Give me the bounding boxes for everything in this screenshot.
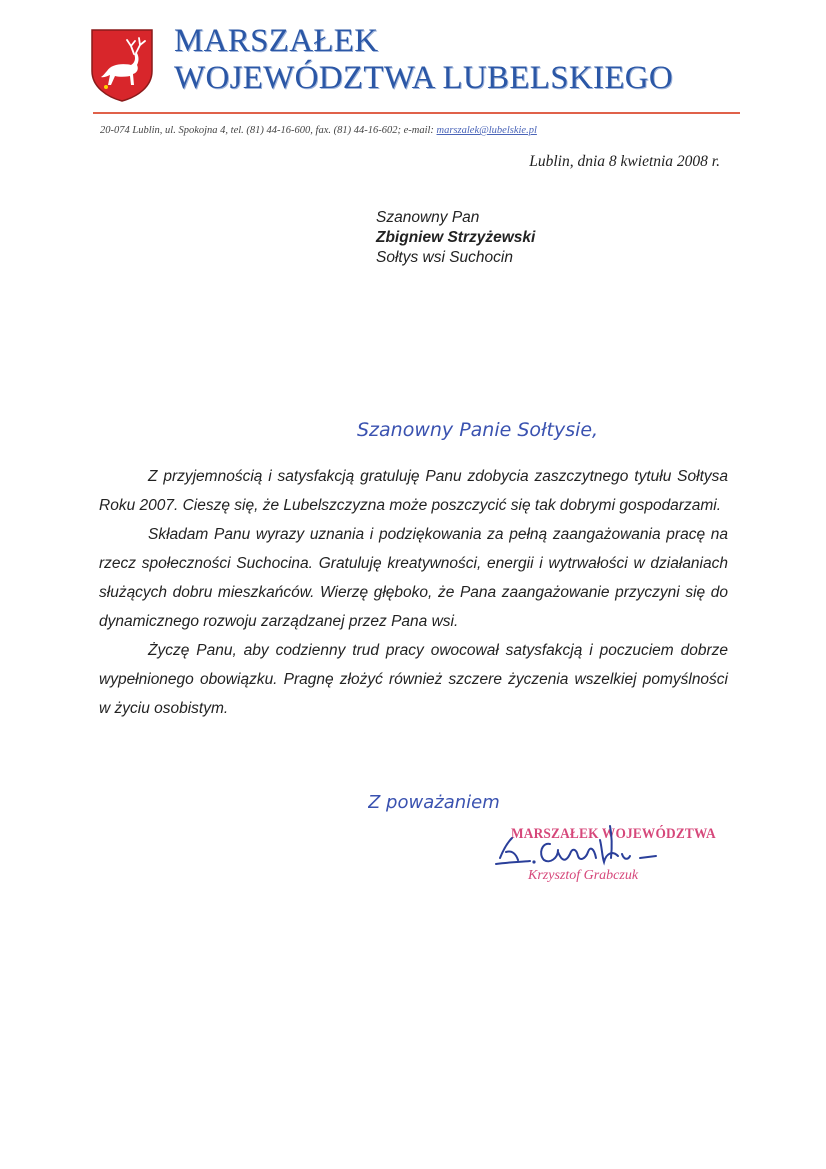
recipient-name: Zbigniew Strzyżewski [376,229,536,246]
organization-name-line1: MARSZAŁEK [174,23,379,59]
organization-name [174,23,734,97]
body-paragraph: Z przyjemnością i satysfakcją gratuluję Panu zdobycia zaszczytnego tytułu Sołtysa Roku 2007. Cieszę się, że Lubelszczyzna może poszczycić się tak dobrymi gospodarzami. [99,468,728,514]
handwritten-salutation-text: Szanowny Panie Sołtysie, [357,419,599,441]
letter-date: Lublin, dnia 8 kwietnia 2008 r. [529,153,720,170]
contact-line [100,125,740,136]
stamp-name: Krzysztof Grabczuk [528,868,639,883]
organization-name-line2: WOJEWÓDZTWA LUBELSKIEGO [174,60,674,96]
recipient-title: Sołtys wsi Suchocin [376,249,513,266]
email-link[interactable]: marszalek@lubelskie.pl [436,125,537,136]
crest-red-deer-icon [89,27,155,103]
stamp-title: MARSZAŁEK WOJEWÓDZTWA [511,826,716,842]
recipient-block [376,208,535,268]
recipient-salutation: Szanowny Pan [376,209,480,226]
handwritten-closing [368,784,548,822]
body-paragraph: Życzę Panu, aby codzienny trud pracy owocował satysfakcją i poczuciem dobrze wypełnionego obowiązku. Pragnę złożyć również szczere życzenia wszelkiej pomyślności w życiu osobistym. [99,642,728,717]
handwritten-salutation [355,410,615,450]
contact-address: 20-074 Lublin, ul. Spokojna 4, tel. (81) 44-16-600, fax. (81) 44-16-602; e-mail: [100,125,437,136]
header-divider [93,112,740,114]
handwritten-closing-text: Z poważaniem [368,792,500,813]
letter-body [99,462,728,723]
body-paragraph: Składam Panu wyrazy uznania i podziękowania za pełną zaangażowania pracę na rzecz społeczności Suchocina. Gratuluję kreatywności, energii i wytrwałości w działaniach służących dobru mieszkańców. Wierzę głęboko, że Pana zaangażowanie przyczyni się do dynamicznego rozwoju zarządzanej przez Pana wsi. [99,526,728,630]
